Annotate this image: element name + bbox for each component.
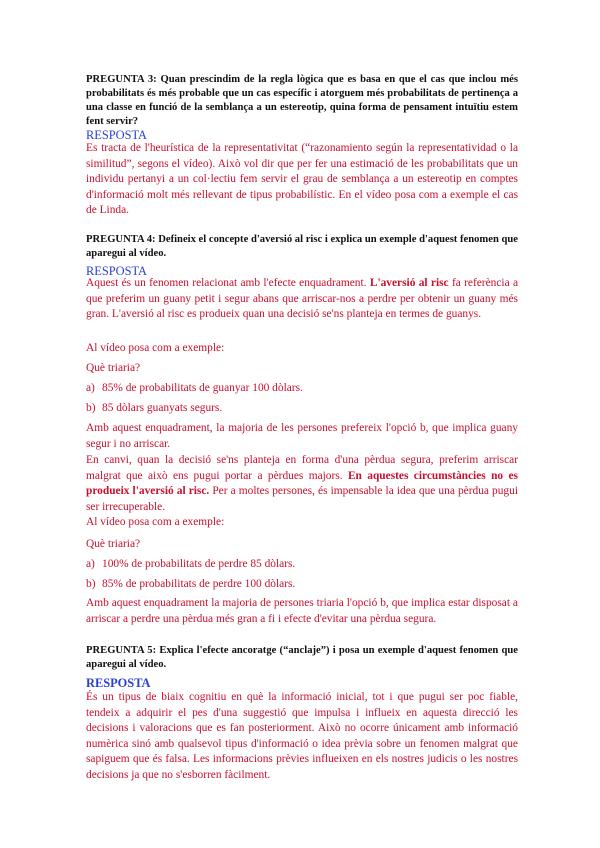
- question-3: PREGUNTA 3: Quan prescindim de la regla lògica que es basa en que el cas que inclou més probabilitats és més probable que un cas específic i atorguem més probabilitats de pertinença a una classe en funció de la semblança a un estereotip, quina forma de pensament intuïtiu estem fent servir?: [86, 74, 518, 127]
- intro-text-end: fa referència a que preferim un guany petit i segur abans que arriscar-nos a perdre per obtenir un guany més gran. L'aversió al risc es produeix quan una decisió se'ns planteja en termes de guanys.: [86, 277, 519, 320]
- intro-highlight: L'aversió al risc: [369, 277, 449, 289]
- response-label-3: RESPOSTA: [86, 128, 147, 142]
- option-marker: b): [86, 402, 96, 414]
- which-label-1: Què triaria?: [86, 362, 141, 374]
- conclusion-2: Amb aquest enquadrament la majoria de persones triaria l'opció b, que implica estar disposat a arriscar a perdre una pèrdua més gran a fi i efecte d'evitar una pèrdua segura.: [86, 597, 518, 625]
- response-label-4: RESPOSTA: [86, 264, 147, 278]
- contrast-text-start: En canvi, quan la decisió se'ns planteja en forma d'una pèrdua segura, preferim arriscar malgrat que això ens pugui portar a pèrdues majors.: [86, 454, 518, 482]
- option-text: 85% de probabilitats de perdre 100 dòlars.: [102, 578, 296, 590]
- option-marker: a): [86, 382, 95, 394]
- option-marker: b): [86, 578, 96, 590]
- option-marker: a): [86, 558, 95, 570]
- intro-text-start: Aquest és un fenomen relacionat amb l'efecte enquadrament.: [86, 277, 370, 289]
- answer-4-contrast: [86, 453, 518, 515]
- option-text: 85% de probabilitats de guanyar 100 dòlars.: [102, 382, 303, 394]
- example-label-1: Al vídeo posa com a exemple:: [86, 342, 225, 354]
- contrast-text-end: Per a moltes persones, és impensable la idea que una pèrdua pugui ser irrecuperable.: [86, 485, 518, 513]
- question-4: PREGUNTA 4: Defineix el concepte d'aversió al risc i explica un exemple d'aquest fenomen que aparegui al vídeo.: [86, 234, 518, 259]
- conclusion-1: Amb aquest enquadrament, la majoria de les persones prefereix l'opció b, que implica guany segur i no arriscar.: [86, 422, 518, 450]
- option-a-1: [86, 381, 518, 395]
- response-label-5: RESPOSTA: [86, 676, 151, 690]
- contrast-highlight: En aquestes circumstàncies no es produeix l'aversió al risc.: [86, 469, 518, 497]
- option-b-1: [86, 401, 518, 415]
- answer-5: És un tipus de biaix cognitiu en què la informació inicial, tot i que pugui ser poc fiable, tendeix a adquirir el pes d'una suggestió que impulsa i influeix en aquesta direcció les decisions i valoracions que es fan posteriorment. Això no ocorre únicament amb informació numèrica sinó amb qualsevol tipus d'informació o idea prèvia sobre un fenomen malgrat que sapiguem que és falsa. Les informacions prèvies influeixen en els nostres judicis o les nostres decisions ja que no s'esborren fàcilment.: [86, 691, 518, 781]
- option-text: 100% de probabilitats de perdre 85 dòlars.: [102, 558, 296, 570]
- example-label-2: Al vídeo posa com a exemple:: [86, 516, 225, 528]
- option-text: 85 dòlars guanyats segurs.: [102, 402, 223, 414]
- question-5: PREGUNTA 5: Explica l'efecte ancoratge (“anclaje”) i posa un exemple d'aquest fenomen que aparegui al vídeo.: [86, 645, 518, 670]
- answer-3: Es tracta de l'heurística de la representativitat (“razonamiento según la representatividad o la similitud”, segons el vídeo). Això vol dir que per fer una estimació de les probabilitats que un individu pertanyi a un col·lectiu fem servir el grau de semblança a un estereotip en comptes d'informació molt més rellevant de tipus probabilístic. En el vídeo posa com a exemple el cas de Linda.: [86, 142, 518, 216]
- option-b-2: [86, 577, 518, 591]
- which-label-2: Què triaria?: [86, 538, 141, 550]
- answer-4-intro: [86, 276, 518, 323]
- option-a-2: [86, 557, 518, 571]
